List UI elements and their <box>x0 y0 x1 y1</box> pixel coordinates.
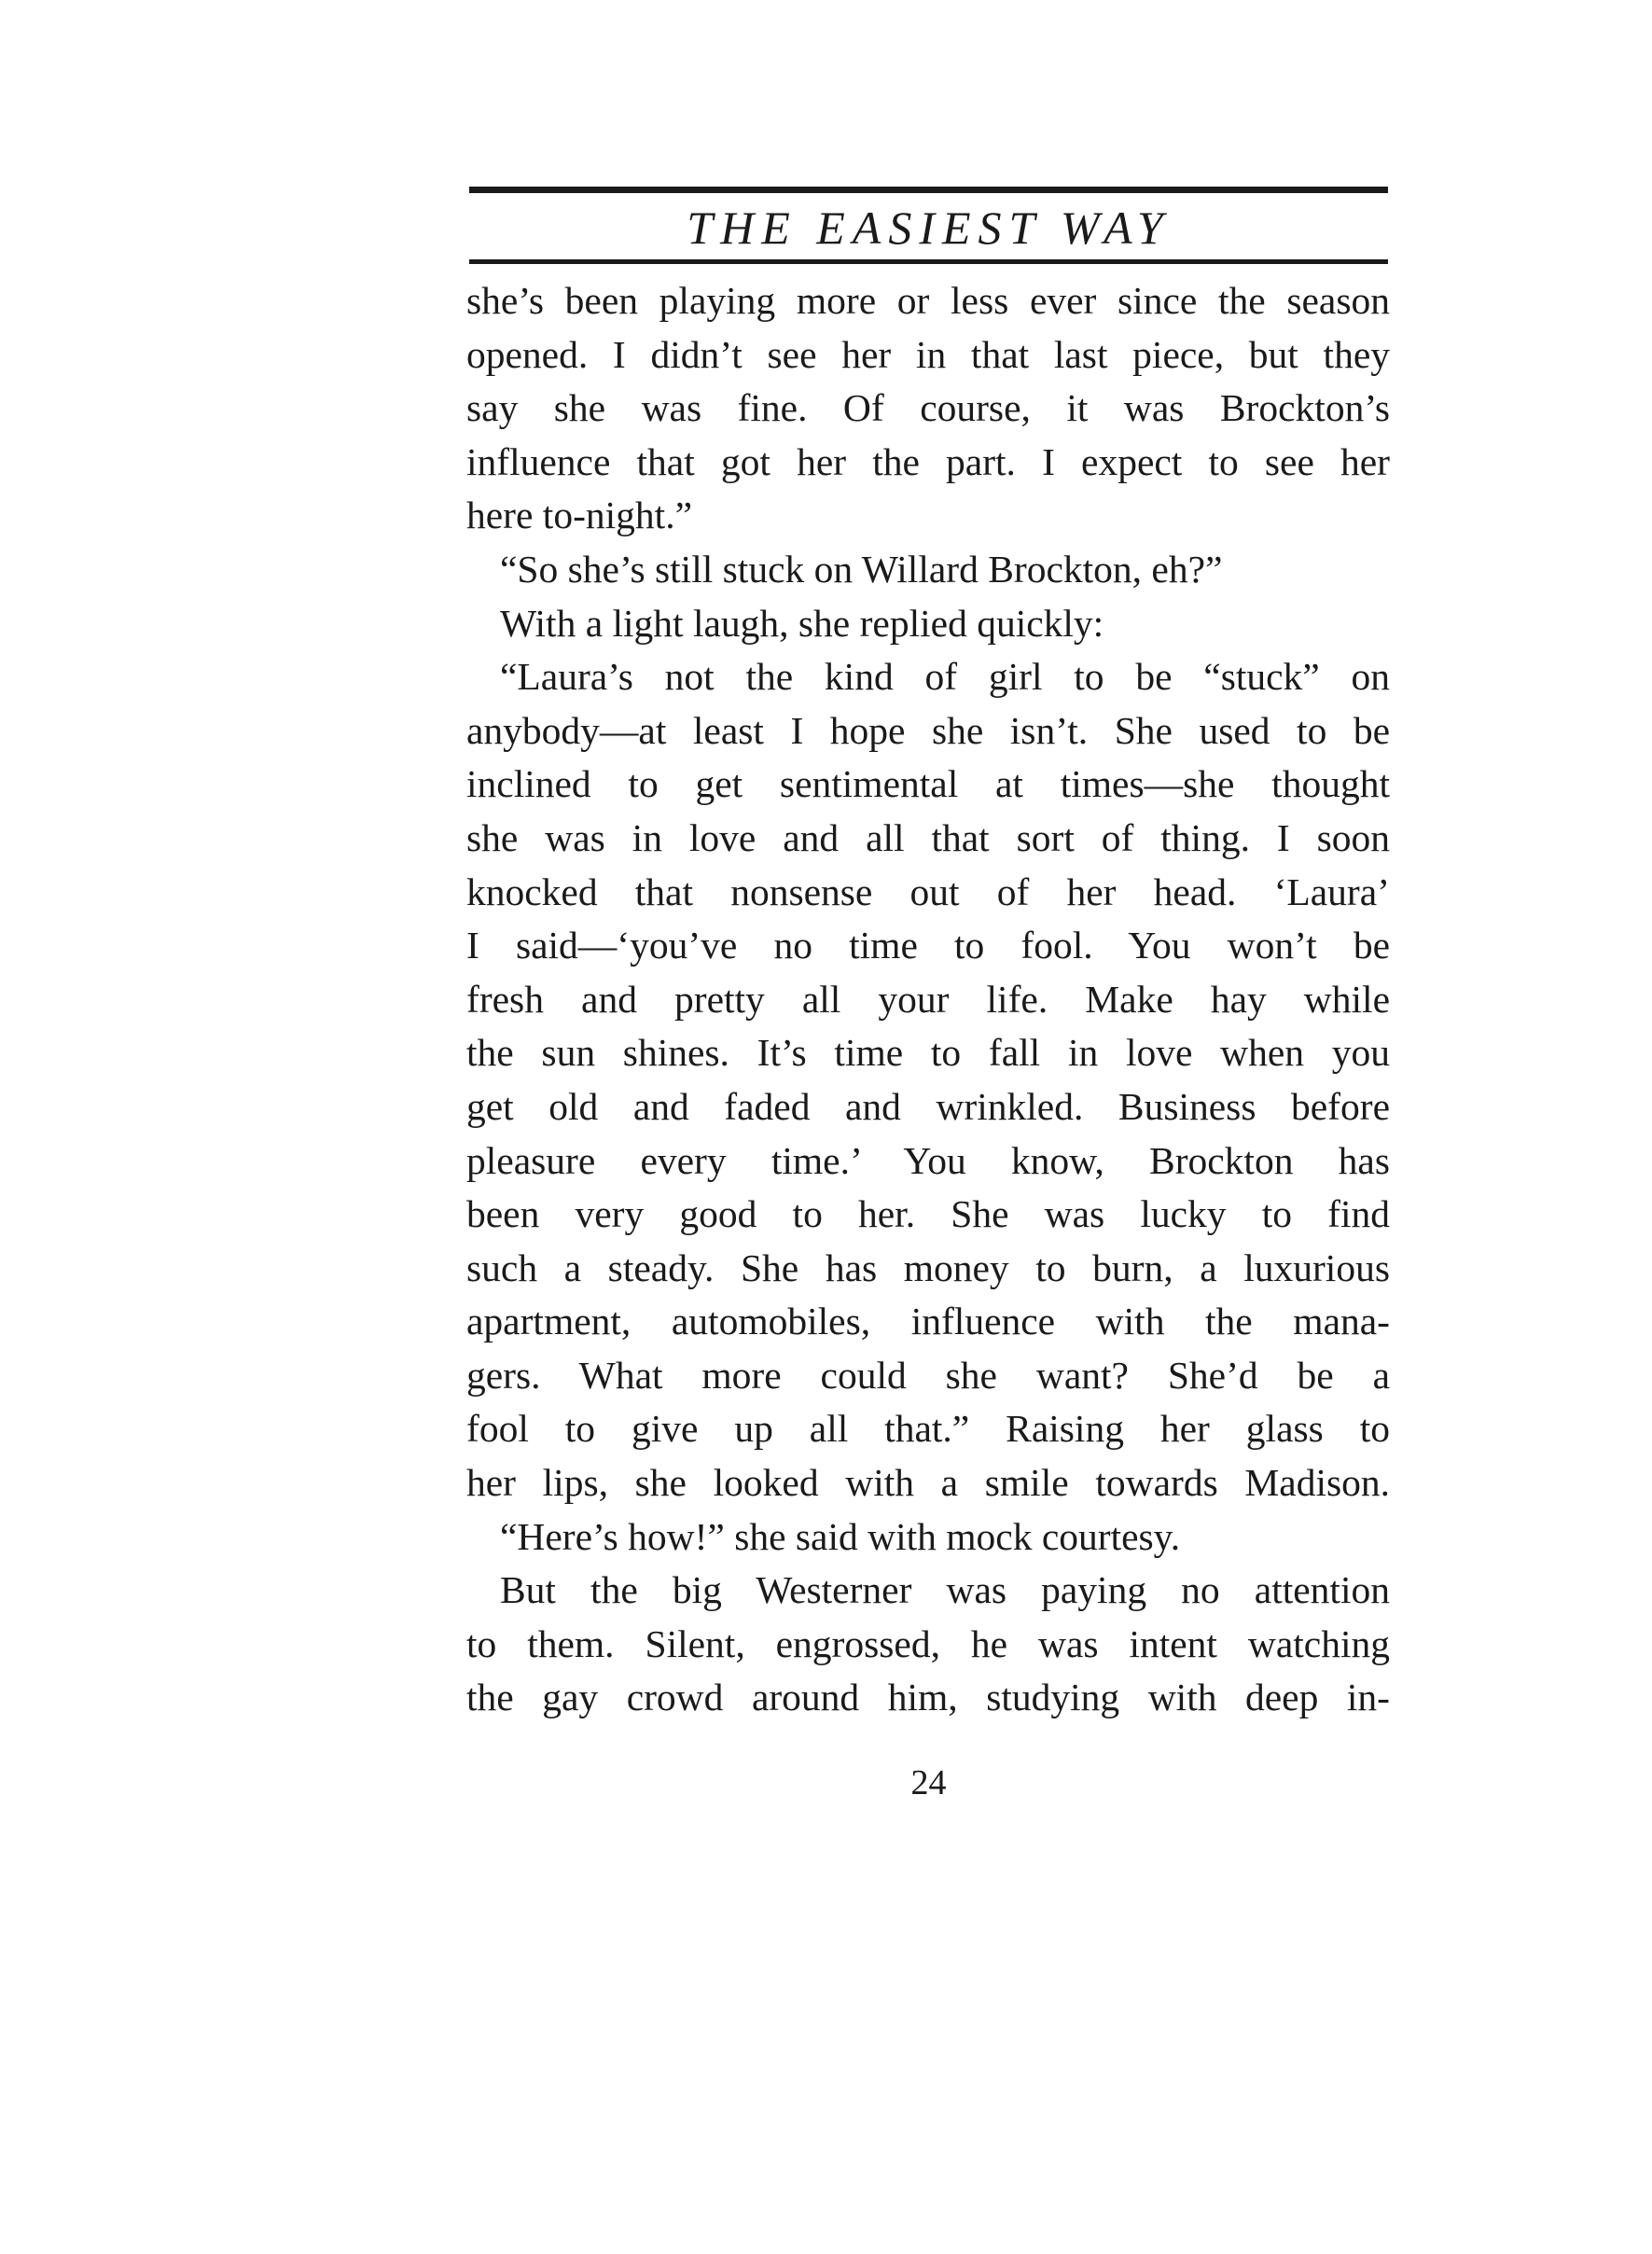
page-number: 24 <box>910 1763 947 1802</box>
text-line: get old and faded and wrinkled. Business before <box>466 1084 1390 1128</box>
text-line: But the big Westerner was paying no attention <box>500 1568 1390 1612</box>
text-line: gers. What more could she want? She’d be a <box>466 1353 1390 1397</box>
text-line: such a steady. She has money to burn, a luxurious <box>466 1245 1390 1289</box>
text-line: pleasure every time.’ You know, Brockton has <box>466 1138 1390 1182</box>
text-line: With a light laugh, she replied quickly: <box>500 601 1104 645</box>
running-head: THE EASIEST WAY <box>687 202 1171 254</box>
text-line: she’s been playing more or less ever since the season <box>466 279 1390 322</box>
text-line: apartment, automobiles, influence with the mana- <box>466 1300 1390 1343</box>
body-text <box>466 274 1390 1725</box>
text-line: here to-night.” <box>466 494 692 537</box>
text-line: say she was fine. Of course, it was Brockton’s <box>466 386 1390 430</box>
text-line: to them. Silent, engrossed, he was intent watching <box>466 1621 1390 1665</box>
text-line: been very good to her. She was lucky to find <box>466 1192 1390 1236</box>
text-line: influence that got her the part. I expect to see her <box>466 439 1390 483</box>
header-rule-bottom <box>469 259 1388 264</box>
text-line: opened. I didn’t see her in that last piece, but they <box>466 332 1390 376</box>
text-line: the gay crowd around him, studying with deep in- <box>466 1676 1390 1719</box>
text-line: fool to give up all that.” Raising her glass to <box>466 1407 1390 1451</box>
text-line: I said—‘you’ve no time to fool. You won’t be <box>466 924 1390 967</box>
text-line: she was in love and all that sort of thing. I soon <box>466 815 1390 859</box>
text-line: “Laura’s not the kind of girl to be “stuck” on <box>500 655 1390 699</box>
text-line: her lips, she looked with a smile towards Madison. <box>466 1461 1390 1505</box>
text-line: the sun shines. It’s time to fall in love when you <box>466 1031 1390 1075</box>
text-line: “Here’s how!” she said with mock courtesy. <box>500 1514 1181 1558</box>
header-rule-top <box>469 187 1388 193</box>
text-line: anybody—at least I hope she isn’t. She used to be <box>466 708 1390 752</box>
text-line: “So she’s still stuck on Willard Brockton, eh?” <box>500 547 1223 591</box>
text-line: inclined to get sentimental at times—she thought <box>466 762 1390 806</box>
text-line: knocked that nonsense out of her head. ‘Laura’ <box>466 870 1390 913</box>
text-line: fresh and pretty all your life. Make hay while <box>466 977 1390 1021</box>
